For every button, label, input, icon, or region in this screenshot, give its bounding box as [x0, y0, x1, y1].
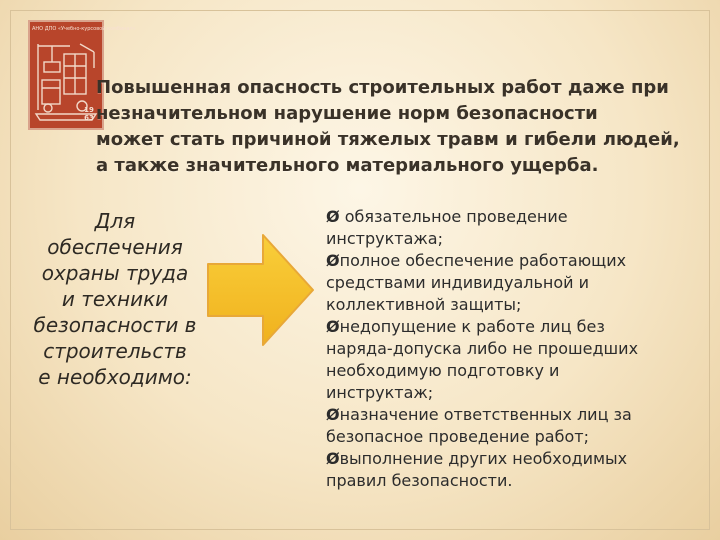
measure-item: [326, 448, 698, 492]
measure-text: недопущение к работе лиц без наряда-допуска либо не прошедших необходимую подготовку и инструктаж;: [326, 317, 639, 402]
bullet-arrow-icon: Ø: [326, 207, 340, 226]
measure-item: [326, 404, 698, 448]
intro-paragraph: Повышенная опасность строительных работ даже при незначительном нарушение норм безопасности может стать причиной тяжелых травм и гибели людей, а также значительного материального ущерба.: [96, 77, 680, 176]
measure-text: обязательное проведение инструктажа;: [326, 207, 568, 248]
measure-item: [326, 206, 698, 250]
bullet-arrow-icon: Ø: [326, 405, 340, 424]
bullet-arrow-icon: Ø: [326, 449, 340, 468]
logo-year: 19 63: [84, 106, 94, 122]
measure-text: выполнение других необходимых правил безопасности.: [326, 449, 628, 490]
measure-item: [326, 316, 698, 404]
bullet-arrow-icon: Ø: [326, 317, 340, 336]
arrow-right-icon: [205, 232, 317, 348]
measure-text: назначение ответственных лиц за безопасное проведение работ;: [326, 405, 632, 446]
measures-list: [326, 206, 698, 492]
bullet-arrow-icon: Ø: [326, 251, 340, 270]
logo-caption: АНО ДПО «Учебно-курсовой комбинат»: [32, 26, 136, 32]
left-note: Для обеспечения охраны труда и техники безопасности в строительств е необходимо:: [33, 209, 197, 389]
measure-text: полное обеспечение работающих средствами индивидуальной и коллективной защиты;: [326, 251, 627, 314]
organization-logo: [28, 20, 136, 130]
measure-item: [326, 250, 698, 316]
